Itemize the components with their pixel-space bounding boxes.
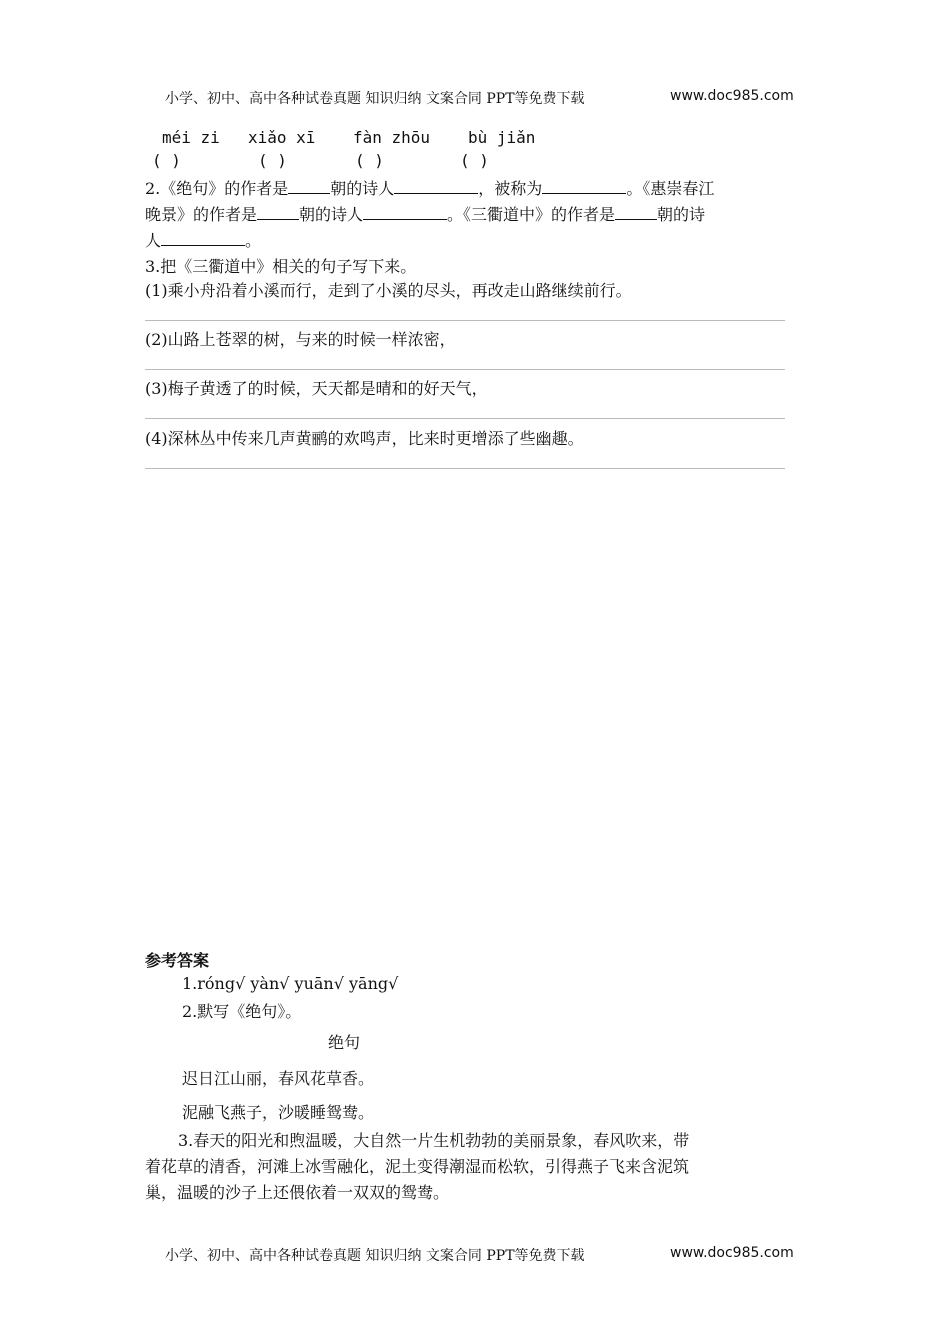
fill-blank[interactable]	[542, 177, 626, 194]
header-url: www.doc985.com	[670, 88, 794, 104]
poem-line-1: 迟日江山丽，春风花草香。	[182, 1069, 375, 1088]
answer-line-1[interactable]	[145, 320, 785, 321]
q2-line-3: 人 。	[145, 231, 262, 250]
q2-line-2: 晚景》的作者是 朝的诗人 。《三衢道中》的作者是 朝的诗	[145, 205, 706, 224]
fill-blank[interactable]	[615, 203, 657, 220]
fill-blank[interactable]	[394, 177, 478, 194]
answers-heading: 参考答案	[145, 951, 210, 970]
pinyin-4: bù jiǎn	[468, 128, 536, 147]
pinyin-2: xiǎo xī	[248, 128, 316, 147]
q3-item-3: (3)梅子黄透了的时候，天天都是晴和的好天气，	[145, 379, 488, 398]
answer-line-4[interactable]	[145, 468, 785, 469]
footer-url: www.doc985.com	[670, 1245, 794, 1261]
answer-parens-3[interactable]: ( )	[355, 151, 384, 170]
answer-3-line-3: 巢，温暖的沙子上还偎依着一双双的鸳鸯。	[145, 1183, 450, 1202]
fill-blank[interactable]	[161, 229, 245, 246]
fill-blank[interactable]	[288, 177, 330, 194]
q3-item-4: (4)深林丛中传来几声黄鹂的欢鸣声，比来时更增添了些幽趣。	[145, 429, 584, 448]
q3-item-1: (1)乘小舟沿着小溪而行，走到了小溪的尽头，再改走山路继续前行。	[145, 281, 632, 300]
q3-title: 3.把《三衢道中》相关的句子写下来。	[145, 257, 417, 276]
poem-title: 绝句	[328, 1033, 361, 1052]
q3-item-2: (2)山路上苍翠的树，与来的时候一样浓密，	[145, 330, 456, 349]
answer-line-2[interactable]	[145, 369, 785, 370]
header-text: 小学、初中、高中各种试卷真题 知识归纳 文案合同 PPT等免费下载	[165, 91, 585, 107]
footer-text: 小学、初中、高中各种试卷真题 知识归纳 文案合同 PPT等免费下载	[165, 1248, 585, 1264]
answer-2: 2.默写《绝句》。	[182, 1002, 302, 1021]
fill-blank[interactable]	[363, 203, 447, 220]
poem-line-2: 泥融飞燕子，沙暖睡鸳鸯。	[182, 1103, 375, 1122]
answer-parens-1[interactable]: ( )	[152, 151, 181, 170]
q2-line-1: 2.《绝句》的作者是 朝的诗人 ，被称为 。《惠崇春江	[145, 179, 715, 198]
answer-parens-2[interactable]: ( )	[258, 151, 287, 170]
pinyin-3: fàn zhōu	[353, 128, 431, 147]
answer-3-line-2: 着花草的清香，河滩上冰雪融化，泥土变得潮湿而松软，引得燕子飞来含泥筑	[145, 1157, 690, 1176]
answer-3-line-1: 3.春天的阳光和煦温暖，大自然一片生机勃勃的美丽景象，春风吹来，带	[178, 1131, 690, 1150]
answer-line-3[interactable]	[145, 418, 785, 419]
answer-1: 1.róng√ yàn√ yuān√ yāng√	[182, 974, 399, 993]
fill-blank[interactable]	[257, 203, 299, 220]
answer-parens-4[interactable]: ( )	[460, 151, 489, 170]
pinyin-1: méi zi	[162, 128, 220, 147]
